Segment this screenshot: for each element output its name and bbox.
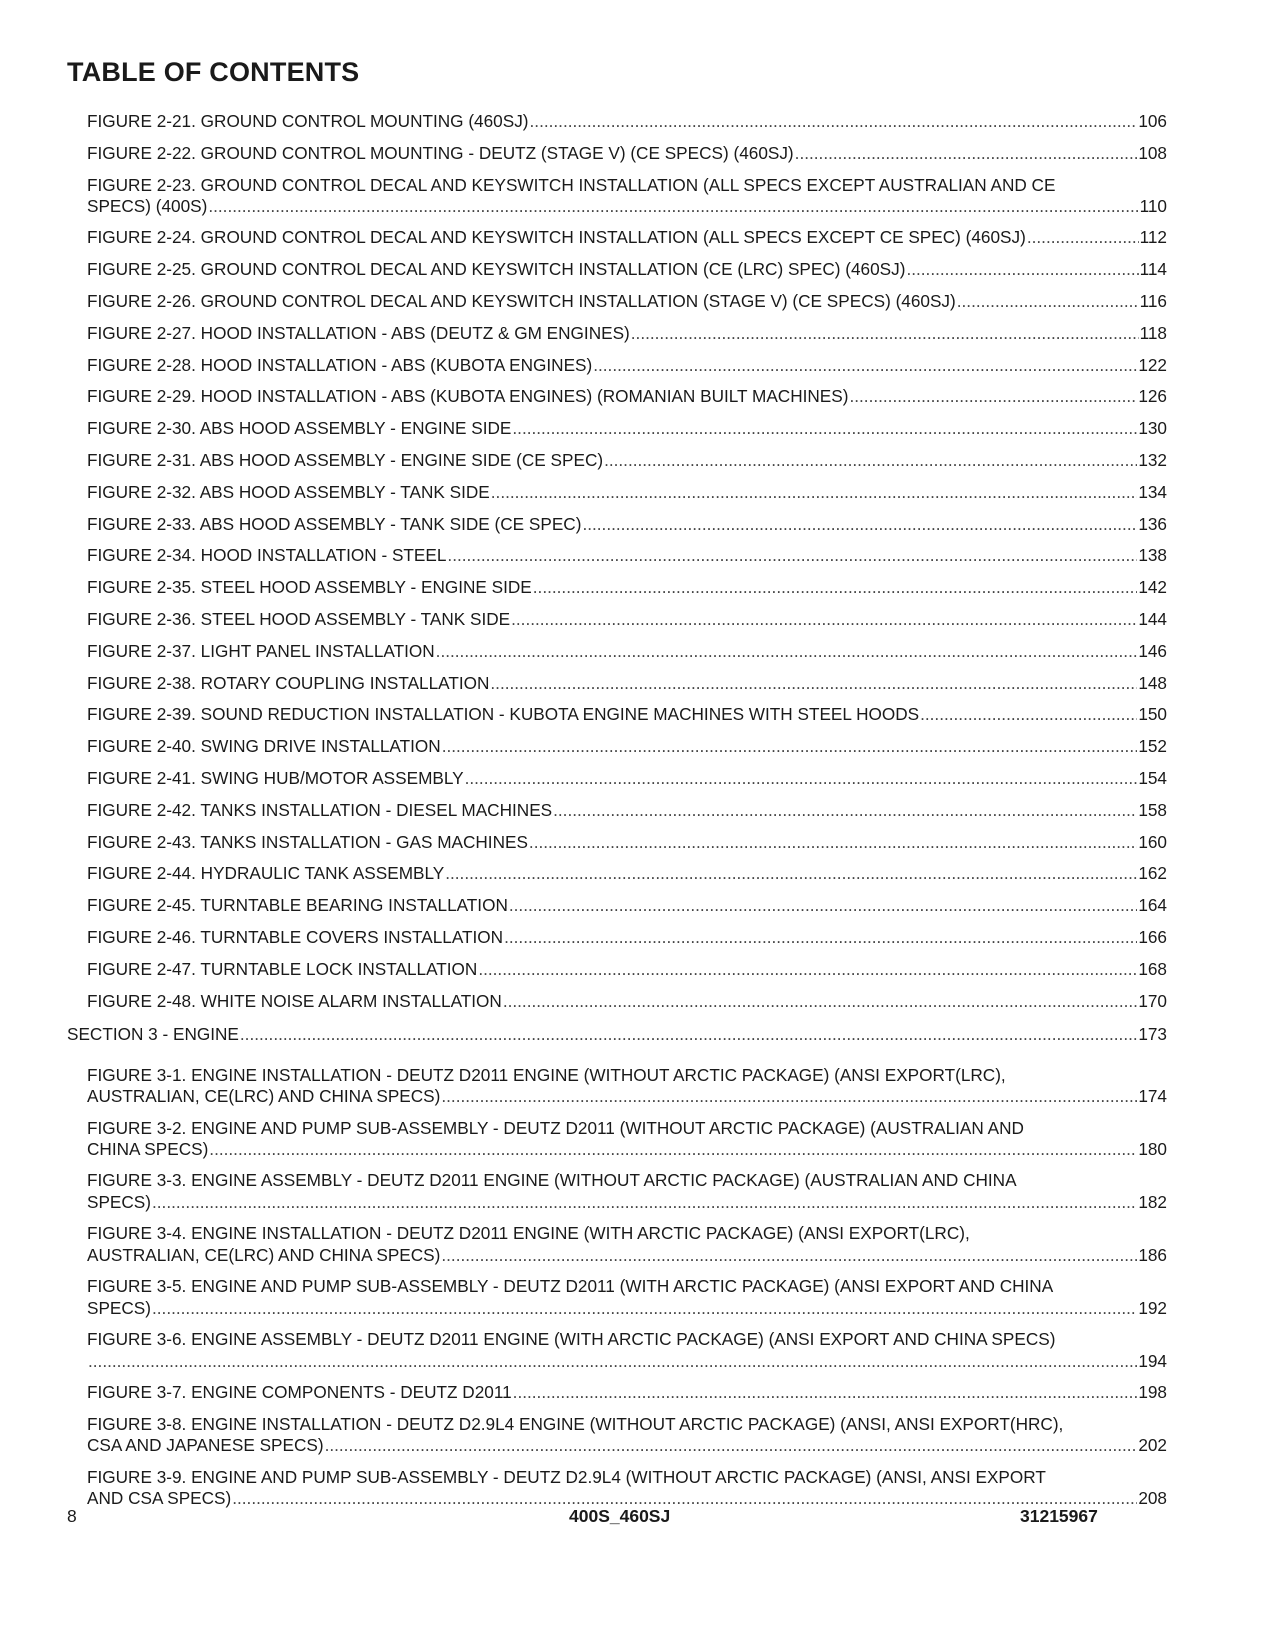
dot-leader	[440, 1245, 1137, 1267]
toc-page-number: 198	[1138, 1381, 1167, 1402]
toc-figure-entry[interactable]	[87, 291, 1167, 313]
dot-leader	[529, 111, 1138, 133]
toc-page-number: 116	[1139, 291, 1167, 312]
toc-entry-title: FIGURE 2-34. HOOD INSTALLATION - STEEL	[87, 545, 447, 566]
toc-figure-entry[interactable]	[87, 450, 1167, 472]
dot-leader	[446, 545, 1137, 567]
toc-page-number: 148	[1138, 672, 1167, 693]
toc-entry-title: FIGURE 2-43. TANKS INSTALLATION - GAS MACHINES	[87, 831, 528, 852]
toc-page-number: 166	[1138, 927, 1167, 948]
toc-page-number: 130	[1138, 418, 1167, 439]
dot-leader	[905, 259, 1138, 281]
toc-entry-title: FIGURE 2-36. STEEL HOOD ASSEMBLY - TANK SIDE	[87, 609, 511, 630]
toc-entry-title: FIGURE 2-22. GROUND CONTROL MOUNTING - DEUTZ (STAGE V) (CE SPECS) (460SJ)	[87, 142, 794, 163]
toc-page-number: 168	[1138, 958, 1167, 979]
dot-leader	[440, 1086, 1137, 1108]
toc-entry-title-line1: FIGURE 3-8. ENGINE INSTALLATION - DEUTZ D2.9L4 ENGINE (WITHOUT ARCTIC PACKAGE) (ANSI, ANSI EXPORT(HRC),	[87, 1413, 1064, 1434]
toc-figure-entry[interactable]	[87, 111, 1167, 133]
dot-leader	[324, 1435, 1138, 1457]
dot-leader	[502, 991, 1138, 1013]
toc-entry-title: FIGURE 2-29. HOOD INSTALLATION - ABS (KUBOTA ENGINES) (ROMANIAN BUILT MACHINES)	[87, 386, 849, 407]
toc-figure-entry[interactable]	[87, 704, 1167, 726]
toc-entry-title: FIGURE 2-32. ABS HOOD ASSEMBLY - TANK SIDE	[87, 481, 490, 502]
toc-page-number: 118	[1139, 322, 1167, 343]
toc-page-number: 112	[1139, 227, 1167, 248]
page-title: TABLE OF CONTENTS	[67, 57, 360, 87]
toc-page-number: 144	[1138, 609, 1167, 630]
dot-leader	[919, 704, 1137, 726]
toc-entry-title-line1: FIGURE 3-1. ENGINE INSTALLATION - DEUTZ D2011 ENGINE (WITHOUT ARCTIC PACKAGE) (ANSI EXPORT(LRC),	[87, 1064, 1006, 1085]
toc-figure-entry[interactable]	[87, 927, 1167, 949]
toc-page-number: 180	[1138, 1139, 1167, 1159]
toc-entry-title-line1: FIGURE 3-3. ENGINE ASSEMBLY - DEUTZ D2011 ENGINE (WITHOUT ARCTIC PACKAGE) (AUSTRALIAN AND CHINA	[87, 1170, 1017, 1191]
dot-leader	[490, 482, 1138, 504]
footer-model: 400S_460SJ	[569, 1506, 671, 1526]
toc-entry-title: FIGURE 2-21. GROUND CONTROL MOUNTING (460SJ)	[87, 111, 529, 131]
dot-leader	[489, 673, 1137, 695]
dot-leader	[528, 832, 1137, 854]
dot-leader	[794, 143, 1138, 165]
toc-figure-entry[interactable]	[87, 323, 1167, 345]
toc-figure-entry[interactable]	[87, 545, 1167, 567]
toc-entry-title: SECTION 3 - ENGINE	[67, 1024, 239, 1045]
dot-leader	[151, 1192, 1137, 1214]
toc-figure-entry[interactable]	[87, 1382, 1167, 1404]
toc-figure-entry[interactable]	[87, 1276, 1167, 1319]
toc-entry-title: FIGURE 2-45. TURNTABLE BEARING INSTALLATION	[87, 895, 508, 916]
toc-figure-entry[interactable]	[87, 991, 1167, 1013]
toc-page-number: 146	[1138, 640, 1167, 661]
toc-figure-entry[interactable]	[87, 259, 1167, 281]
toc-entry-title: FIGURE 2-40. SWING DRIVE INSTALLATION	[87, 736, 441, 757]
toc-figure-entry[interactable]	[87, 482, 1167, 504]
toc-entry-title-line2: CHINA SPECS)	[87, 1139, 209, 1159]
dot-leader	[87, 1351, 1137, 1373]
toc-entry-title: FIGURE 2-31. ABS HOOD ASSEMBLY - ENGINE SIDE (CE SPEC)	[87, 450, 604, 471]
dot-leader	[630, 323, 1139, 345]
toc-figure-entry[interactable]	[87, 1329, 1167, 1372]
toc-page-number: 162	[1138, 863, 1167, 884]
toc-entry-title-line1: FIGURE 3-4. ENGINE INSTALLATION - DEUTZ D2011 ENGINE (WITH ARCTIC PACKAGE) (ANSI EXPORT(LRC),	[87, 1223, 970, 1244]
toc-figure-entry[interactable]	[87, 895, 1167, 917]
toc-page-number: 134	[1138, 481, 1167, 502]
toc-entry-title-line2: SPECS) (400S)	[87, 196, 208, 217]
toc-page-number: 150	[1138, 704, 1167, 725]
toc-entry-title-line2: SPECS)	[87, 1191, 151, 1212]
toc-page-number: 152	[1138, 736, 1167, 757]
toc-entry-title: FIGURE 2-27. HOOD INSTALLATION - ABS (DEUTZ & GM ENGINES)	[87, 322, 630, 343]
toc-entry-title-line1: FIGURE 3-6. ENGINE ASSEMBLY - DEUTZ D2011 ENGINE (WITH ARCTIC PACKAGE) (ANSI EXPORT AND CHINA SPECS)	[87, 1329, 1056, 1350]
toc-figure-entry[interactable]	[87, 1414, 1167, 1457]
dot-leader	[444, 863, 1137, 885]
toc-entry-title: FIGURE 2-26. GROUND CONTROL DECAL AND KEYSWITCH INSTALLATION (STAGE V) (CE SPECS) (460SJ)	[87, 291, 956, 312]
toc-page-number: 202	[1138, 1435, 1167, 1456]
toc-figure-entry[interactable]	[87, 418, 1167, 440]
toc-page-number: 186	[1138, 1244, 1167, 1265]
toc-page-number: 108	[1138, 142, 1167, 163]
toc-entry-title: FIGURE 2-25. GROUND CONTROL DECAL AND KEYSWITCH INSTALLATION (CE (LRC) SPEC) (460SJ)	[87, 259, 906, 280]
toc-page-number: 194	[1138, 1350, 1167, 1371]
toc-entry-title: FIGURE 2-46. TURNTABLE COVERS INSTALLATION	[87, 927, 504, 948]
toc-figure-entry[interactable]	[87, 1223, 1167, 1266]
toc-figure-entry[interactable]	[87, 641, 1167, 663]
toc-figure-entry[interactable]	[87, 577, 1167, 599]
toc-figure-entry[interactable]	[87, 673, 1167, 695]
toc-page-number: 174	[1138, 1086, 1167, 1107]
toc-page-number: 136	[1138, 513, 1167, 534]
toc-figure-entry[interactable]	[87, 609, 1167, 631]
toc-figure-entry[interactable]	[87, 768, 1167, 790]
toc-entry-title: FIGURE 2-24. GROUND CONTROL DECAL AND KEYSWITCH INSTALLATION (ALL SPECS EXCEPT CE SPEC) (460SJ)	[87, 227, 1026, 248]
toc-page-number: 158	[1138, 799, 1167, 820]
toc-entry-title: FIGURE 2-44. HYDRAULIC TANK ASSEMBLY	[87, 863, 445, 884]
toc-figure-entry[interactable]	[87, 959, 1167, 981]
toc-entry-title: FIGURE 2-42. TANKS INSTALLATION - DIESEL MACHINES	[87, 799, 553, 820]
toc-figure-entry[interactable]	[87, 800, 1167, 822]
toc-section-entry[interactable]	[67, 1024, 1167, 1046]
toc-page-number: 114	[1139, 259, 1167, 280]
toc-entry-title: FIGURE 2-39. SOUND REDUCTION INSTALLATION - KUBOTA ENGINE MACHINES WITH STEEL HOODS	[87, 704, 920, 725]
toc-figure-entry[interactable]	[87, 1065, 1167, 1108]
dot-leader	[464, 768, 1138, 790]
toc-entry-title: FIGURE 2-41. SWING HUB/MOTOR ASSEMBLY	[87, 768, 464, 789]
toc-page-number: 173	[1138, 1024, 1167, 1045]
dot-leader	[510, 609, 1137, 631]
dot-leader	[239, 1024, 1137, 1046]
dot-leader	[511, 418, 1137, 440]
dot-leader	[508, 895, 1137, 917]
dot-leader	[435, 641, 1138, 663]
dot-leader	[231, 1488, 1137, 1510]
toc-entry-title-line2: SPECS)	[87, 1297, 151, 1318]
toc-entry-title: FIGURE 2-37. LIGHT PANEL INSTALLATION	[87, 640, 435, 661]
dot-leader	[581, 514, 1137, 536]
toc-page-number: 154	[1138, 768, 1167, 789]
toc-page-number: 208	[1138, 1488, 1167, 1509]
dot-leader	[207, 196, 1138, 218]
toc-entry-title-line1: FIGURE 3-2. ENGINE AND PUMP SUB-ASSEMBLY - DEUTZ D2011 (WITHOUT ARCTIC PACKAGE) (AUSTRALIAN AND	[87, 1117, 1024, 1138]
toc-figure-entry[interactable]	[87, 736, 1167, 758]
toc-page-number: 170	[1138, 990, 1167, 1011]
toc-figure-entry[interactable]	[87, 1467, 1167, 1510]
dot-leader	[956, 291, 1139, 313]
toc-figure-entry[interactable]	[87, 227, 1167, 249]
toc-entry-title: FIGURE 2-48. WHITE NOISE ALARM INSTALLATION	[87, 990, 502, 1011]
dot-leader	[532, 577, 1138, 599]
toc-page-number: 138	[1138, 545, 1167, 566]
toc-figure-entry[interactable]	[87, 175, 1167, 218]
toc-entry-title: FIGURE 2-35. STEEL HOOD ASSEMBLY - ENGINE SIDE	[87, 577, 532, 598]
toc-figure-entry[interactable]	[87, 386, 1167, 408]
dot-leader	[848, 386, 1137, 408]
toc-entry-title: FIGURE 2-38. ROTARY COUPLING INSTALLATION	[87, 672, 490, 693]
toc-entry-title: FIGURE 2-30. ABS HOOD ASSEMBLY - ENGINE SIDE	[87, 418, 512, 439]
toc-figure-entry[interactable]	[87, 355, 1167, 377]
toc-entry-title-line2: AND CSA SPECS)	[87, 1488, 232, 1509]
toc-page-number: 164	[1138, 895, 1167, 916]
table-of-contents	[67, 111, 1167, 1520]
dot-leader	[603, 450, 1137, 472]
dot-leader	[552, 800, 1137, 822]
dot-leader	[208, 1139, 1137, 1161]
dot-leader	[512, 1382, 1138, 1404]
toc-page-number: 160	[1138, 831, 1167, 852]
footer-page-number: 8	[67, 1506, 77, 1526]
toc-figure-entry[interactable]	[87, 143, 1167, 165]
dot-leader	[477, 959, 1137, 981]
toc-entry-title: FIGURE 2-28. HOOD INSTALLATION - ABS (KUBOTA ENGINES)	[87, 354, 593, 375]
toc-page-number: 122	[1138, 354, 1167, 375]
toc-page-number: 126	[1138, 386, 1167, 407]
dot-leader	[441, 736, 1138, 758]
toc-page-number: 192	[1138, 1297, 1167, 1318]
toc-page-number: 132	[1138, 450, 1167, 471]
toc-figure-entry[interactable]	[87, 832, 1167, 854]
toc-figure-entry[interactable]	[87, 1118, 1167, 1161]
toc-page-number: 182	[1138, 1191, 1167, 1212]
dot-leader	[503, 927, 1137, 949]
toc-entry-title-line2: AUSTRALIAN, CE(LRC) AND CHINA SPECS)	[87, 1244, 441, 1265]
toc-entry-title-line2: CSA AND JAPANESE SPECS)	[87, 1435, 324, 1456]
toc-entry-title: FIGURE 2-33. ABS HOOD ASSEMBLY - TANK SIDE (CE SPEC)	[87, 513, 582, 534]
toc-entry-title-line1: FIGURE 2-23. GROUND CONTROL DECAL AND KEYSWITCH INSTALLATION (ALL SPECS EXCEPT AUSTRALIAN AND CE	[87, 174, 1056, 195]
dot-leader	[151, 1298, 1137, 1320]
dot-leader	[592, 355, 1137, 377]
toc-page-number: 110	[1139, 196, 1167, 217]
toc-page-number: 106	[1138, 111, 1167, 131]
toc-entry-title-line2: AUSTRALIAN, CE(LRC) AND CHINA SPECS)	[87, 1086, 441, 1107]
toc-figure-entry[interactable]	[87, 1170, 1167, 1213]
toc-figure-entry[interactable]	[87, 514, 1167, 536]
toc-entry-title: FIGURE 3-7. ENGINE COMPONENTS - DEUTZ D2011	[87, 1381, 512, 1402]
toc-entry-title: FIGURE 2-47. TURNTABLE LOCK INSTALLATION	[87, 958, 478, 979]
toc-entry-title-line1: FIGURE 3-9. ENGINE AND PUMP SUB-ASSEMBLY - DEUTZ D2.9L4 (WITHOUT ARCTIC PACKAGE) (ANSI, ANSI EXPORT	[87, 1466, 1046, 1487]
toc-entry-title-line1: FIGURE 3-5. ENGINE AND PUMP SUB-ASSEMBLY - DEUTZ D2011 (WITH ARCTIC PACKAGE) (ANSI EXPORT AND CHINA	[87, 1276, 1054, 1297]
toc-figure-entry[interactable]	[87, 863, 1167, 885]
dot-leader	[1026, 227, 1139, 249]
toc-page-number: 142	[1138, 577, 1167, 598]
footer-doc-number: 31215967	[1020, 1506, 1098, 1526]
